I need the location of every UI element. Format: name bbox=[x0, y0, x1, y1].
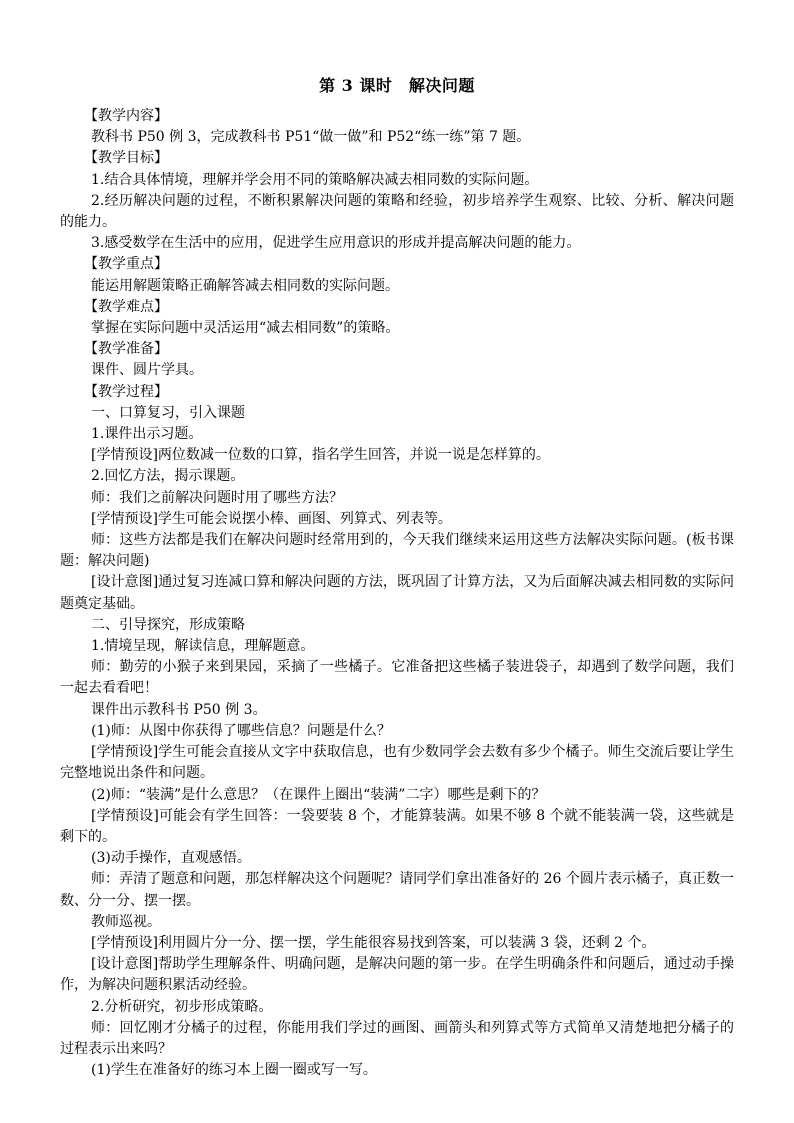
paragraph: [设计意图]通过复习连减口算和解决问题的方法，既巩固了计算方法，又为后面解决减去相同数的实际问题奠定基础。 bbox=[60, 574, 734, 612]
paragraph: [学情预设]利用圆片分一分、摆一摆，学生能很容易找到答案，可以装满 3 袋，还剩 2 个。 bbox=[91, 934, 656, 951]
section-heading: 【教学重点】 bbox=[84, 256, 168, 273]
paragraph: 1.情境呈现，解读信息，理解题意。 bbox=[91, 638, 315, 655]
paragraph: (2)师：“装满”是什么意思？（在课件上圈出“装满”二字）哪些是剩下的？ bbox=[91, 786, 546, 803]
paragraph: (1)学生在准备好的练习本上圈一圈或写一写。 bbox=[91, 1062, 377, 1079]
paragraph: 一、口算复习，引入课题 bbox=[91, 404, 245, 421]
paragraph: 二、引导探究，形成策略 bbox=[91, 616, 245, 633]
paragraph: [学情预设]学生可能会直接从文字中获取信息，也有少数同学会去数有多少个橘子。师生交流后要让学生完整地说出条件和问题。 bbox=[60, 744, 734, 782]
paragraph: 课件、圆片学具。 bbox=[91, 362, 203, 379]
section-heading: 【教学难点】 bbox=[84, 298, 168, 315]
paragraph: 师：勤劳的小猴子来到果园，采摘了一些橘子。它准备把这些橘子装进袋子，却遇到了数学问题，我们一起去看看吧！ bbox=[60, 659, 734, 697]
section-heading: 【教学目标】 bbox=[84, 150, 168, 167]
paragraph: 3.感受数学在生活中的应用，促进学生应用意识的形成并提高解决问题的能力。 bbox=[91, 235, 581, 252]
paragraph: 师：弄清了题意和问题，那怎样解决这个问题呢？请同学们拿出准备好的 26 个圆片表示橘子，真正数一数、分一分、摆一摆。 bbox=[60, 871, 734, 909]
document-body bbox=[60, 106, 734, 1081]
section-heading: 【教学准备】 bbox=[84, 341, 168, 358]
section-heading: 【教学过程】 bbox=[84, 383, 168, 400]
paragraph: 师：回忆刚才分橘子的过程，你能用我们学过的画图、画箭头和列算式等方式简单又清楚地把分橘子的过程表示出来吗？ bbox=[60, 1019, 734, 1057]
paragraph: 教科书 P50 例 3，完成教科书 P51“做一做”和 P52“练一练”第 7 题。 bbox=[91, 129, 531, 146]
paragraph: (3)动手操作，直观感悟。 bbox=[91, 850, 251, 867]
section-heading: 【教学内容】 bbox=[84, 108, 168, 124]
paragraph: 1.课件出示习题。 bbox=[91, 426, 203, 443]
paragraph: 2.回忆方法，揭示课题。 bbox=[91, 468, 245, 485]
paragraph: [学情预设]学生可能会说摆小棒、画图、列算式、列表等。 bbox=[91, 510, 452, 527]
paragraph: 掌握在实际问题中灵活运用“减去相同数”的策略。 bbox=[91, 320, 400, 337]
paragraph: 师：这些方法都是我们在解决问题时经常用到的，今天我们继续来运用这些方法解决实际问题。(板书课题：解决问题) bbox=[60, 532, 734, 570]
paragraph: (1)师：从图中你获得了哪些信息？问题是什么？ bbox=[91, 722, 391, 739]
page-title: 第 3 课时 解决问题 bbox=[319, 76, 475, 95]
paragraph: 2.分析研究，初步形成策略。 bbox=[91, 998, 273, 1015]
paragraph: 师：我们之前解决问题时用了哪些方法？ bbox=[91, 489, 343, 506]
paragraph: [学情预设]可能会有学生回答：一袋要装 8 个，才能算装满。如果不够 8 个就不能装满一袋，这些就是剩下的。 bbox=[60, 807, 734, 845]
paragraph: 2.经历解决问题的过程，不断积累解决问题的策略和经验，初步培养学生观察、比较、分析、解决问题的能力。 bbox=[60, 192, 734, 231]
paragraph: 能运用解题策略正确解答减去相同数的实际问题。 bbox=[91, 277, 399, 294]
paragraph: [设计意图]帮助学生理解条件、明确问题，是解决问题的第一步。在学生明确条件和问题后，通过动手操作，为解决问题积累活动经验。 bbox=[60, 956, 734, 994]
paragraph: [学情预设]两位数减一位数的口算，指名学生回答，并说一说是怎样算的。 bbox=[91, 447, 550, 464]
paragraph: 课件出示教科书 P50 例 3。 bbox=[91, 701, 267, 718]
paragraph: 1.结合具体情境，理解并学会用不同的策略解决减去相同数的实际问题。 bbox=[91, 171, 539, 188]
paragraph: 教师巡视。 bbox=[91, 913, 161, 930]
